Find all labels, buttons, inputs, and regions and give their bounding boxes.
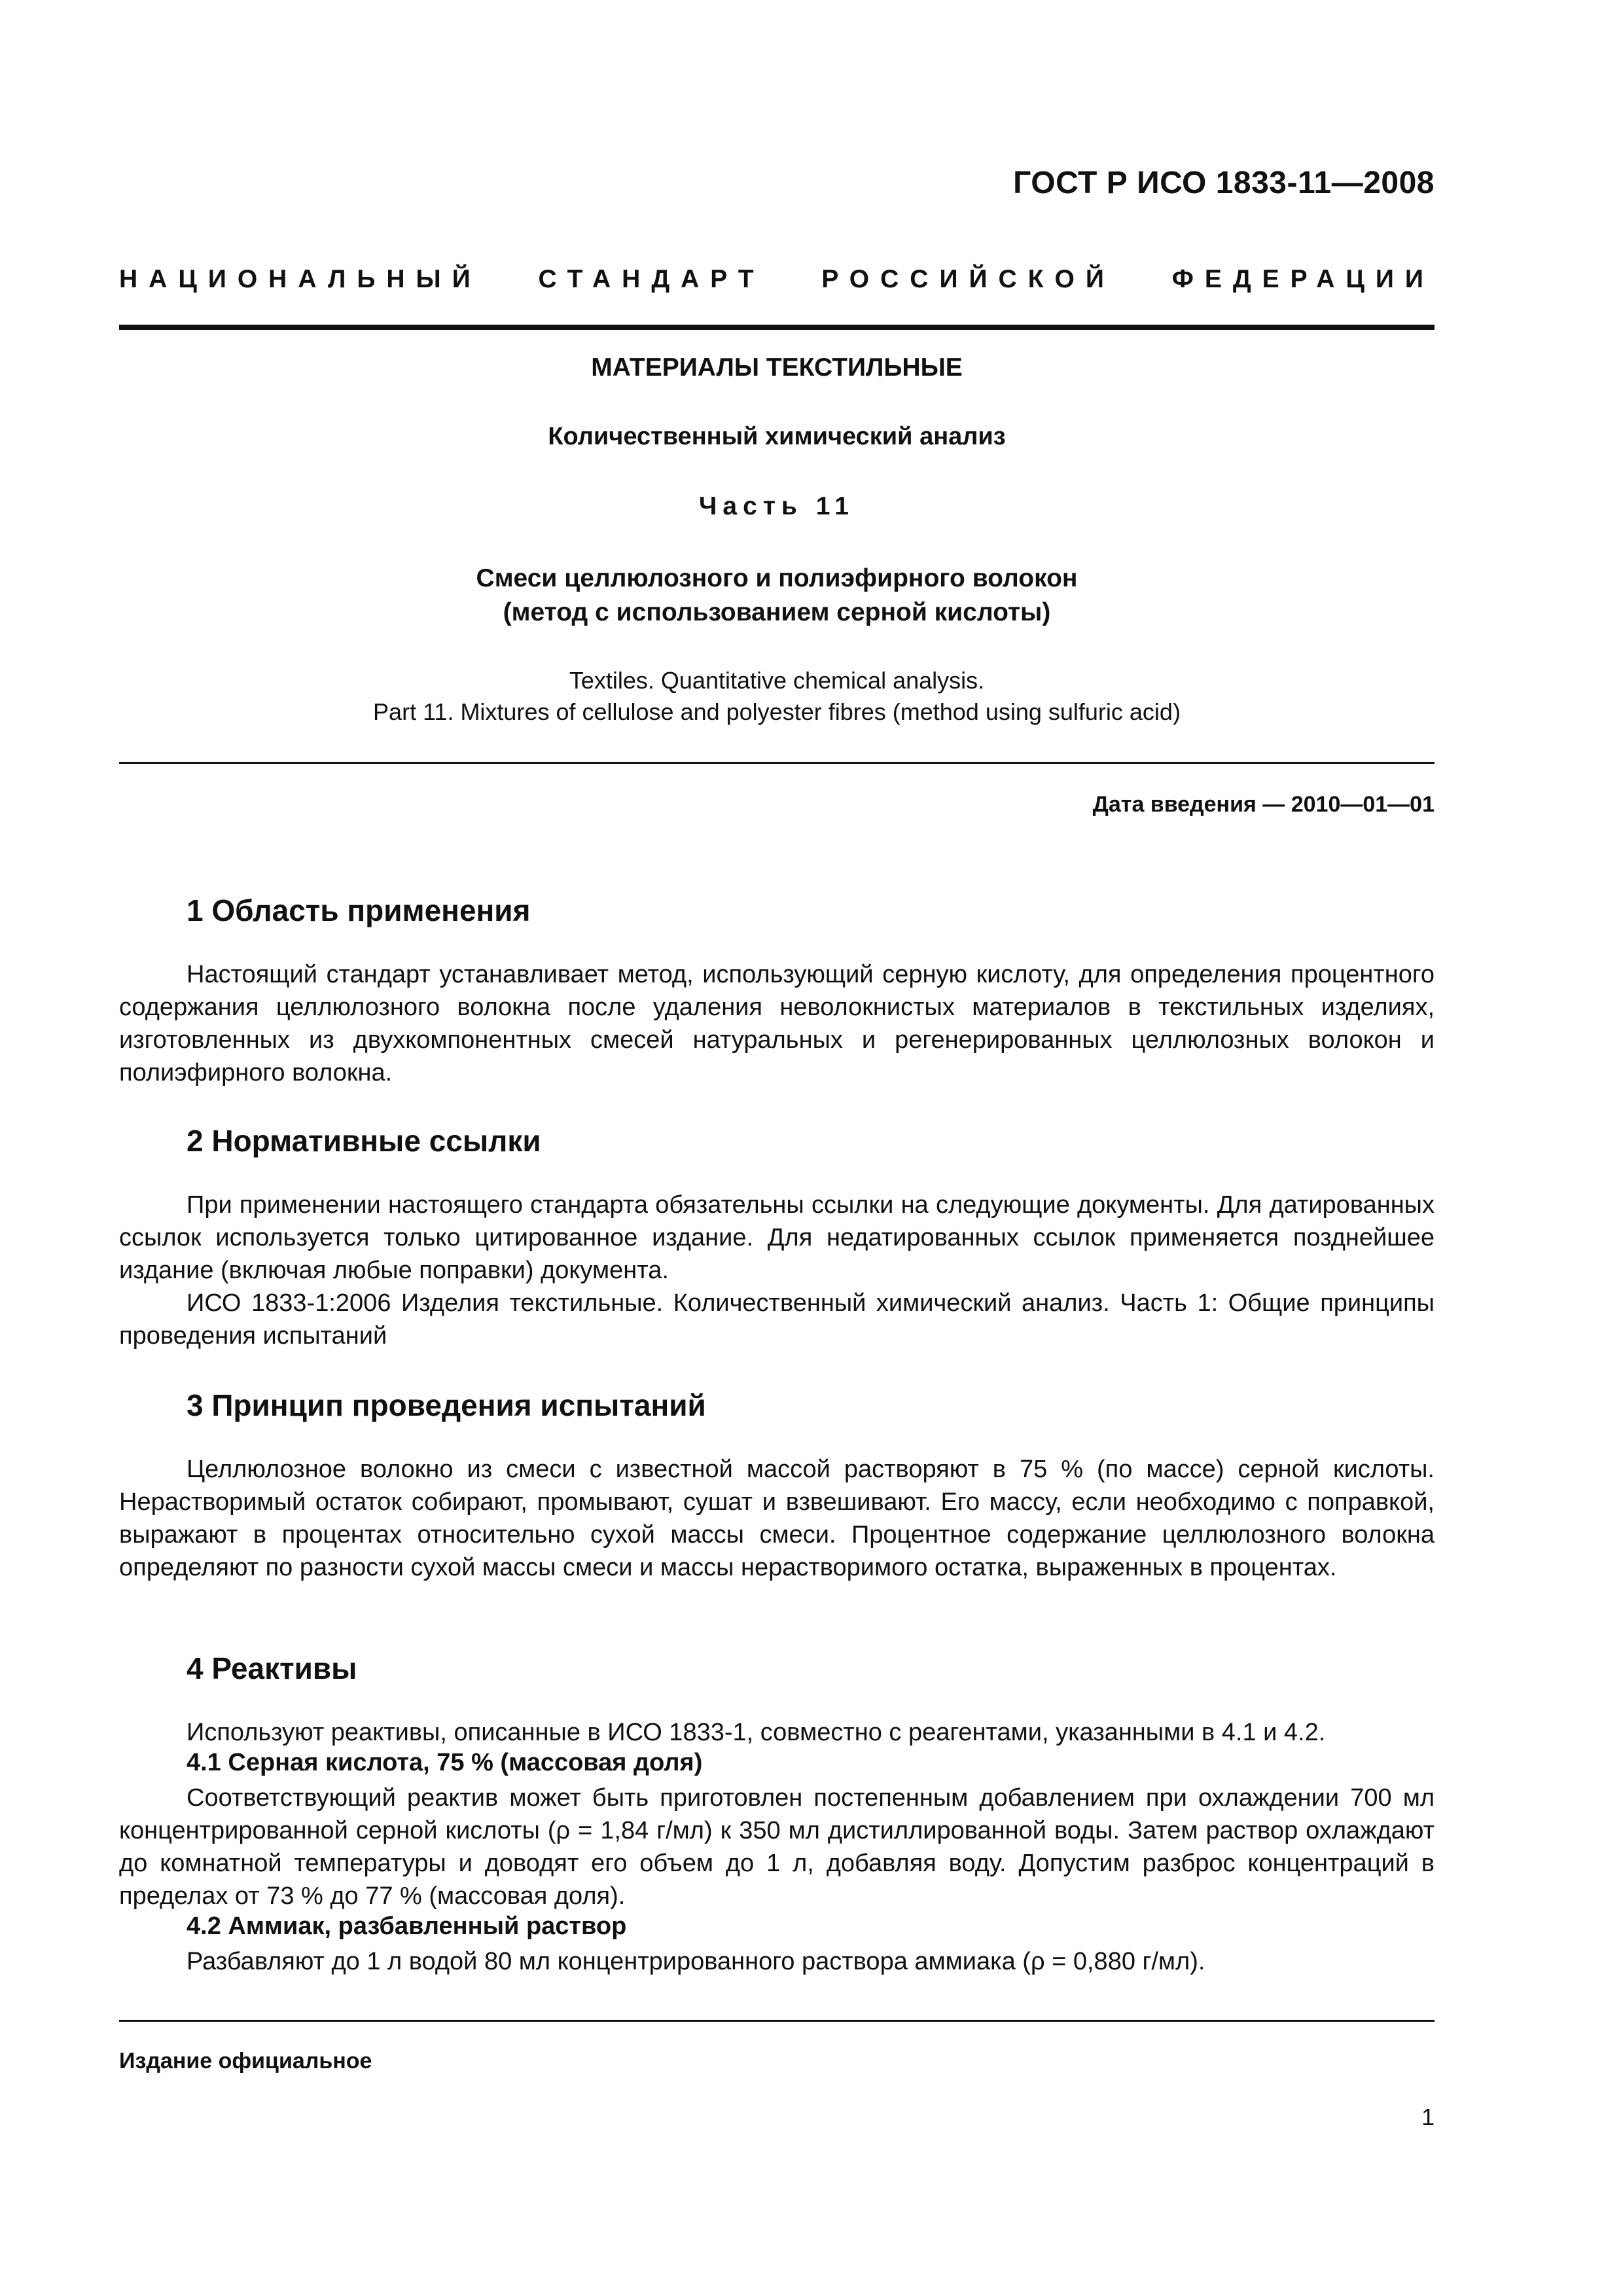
- title-part: Часть 11: [699, 492, 855, 520]
- section-1-heading: 1 Область применения: [187, 893, 531, 927]
- footer-divider: [119, 2020, 1435, 2022]
- banner-word-3: РОССИЙСКОЙ: [821, 265, 1115, 293]
- title-english: [119, 665, 1435, 728]
- date-of-introduction: Дата введения — 2010—01—01: [1092, 792, 1435, 817]
- section-2-heading: 2 Нормативные ссылки: [187, 1124, 541, 1158]
- title-english-line-2: Part 11. Mixtures of cellulose and polyester fibres (method using sulfuric acid): [373, 698, 1181, 725]
- title-english-line-1: Textiles. Quantitative chemical analysis.: [569, 667, 985, 694]
- title-mixtures-line-1: Смеси целлюлозного и полиэфирного волокон: [476, 564, 1078, 592]
- section-2-paragraph-1: При применении настоящего стандарта обязательны ссылки на следующие документы. Для датированных ссылок используется только цитированное издание. Для недатированных ссылок применяется позднейшее издание (включая любые поправки) документа.: [119, 1191, 1435, 1284]
- section-4-1-paragraph: Соответствующий реактив может быть приготовлен постепенным добавлением при охлаждении 700 мл концентрированной серной кислоты (ρ = 1,84 г/мл) к 350 мл дистиллированной воды. Затем раствор охлаждают до комнатной температуры и доводят его объем до 1 л, добавляя воду. Допустим разброс концентраций в пределах от 73 % до 77 % (массовая доля).: [119, 1784, 1435, 1910]
- title-subtitle: Количественный химический анализ: [548, 423, 1006, 450]
- national-standard-banner: [119, 265, 1435, 294]
- title-divider: [119, 762, 1435, 764]
- header-divider: [119, 325, 1435, 330]
- section-1-paragraph: Настоящий стандарт устанавливает метод, использующий серную кислоту, для определения процентного содержания целлюлозного волокна после удаления неволокнистых материалов в текстильных изделиях, изготовленных из двухкомпонентных смесей натуральных и регенерированных целлюлозных волокон и полиэфирного волокна.: [119, 961, 1435, 1086]
- title-main: МАТЕРИАЛЫ ТЕКСТИЛЬНЫЕ: [591, 353, 963, 382]
- banner-word-2: СТАНДАРТ: [538, 265, 765, 293]
- page-number: 1: [1421, 2104, 1435, 2130]
- section-3-paragraph: Целлюлозное волокно из смеси с известной массой растворяют в 75 % (по массе) серной кислоты. Нерастворимый остаток собирают, промывают, сушат и взвешивают. Его массу, если необходимо с поправкой, выражают в процентах относительно сухой массы смеси. Процентное содержание целлюлозного волокна определяют по разности сухой массы смеси и массы нерастворимого остатка, выраженных в процентах.: [119, 1456, 1435, 1581]
- title-mixtures: [119, 562, 1435, 630]
- document-code: ГОСТ Р ИСО 1833-11—2008: [1013, 166, 1435, 200]
- banner-word-1: НАЦИОНАЛЬНЫЙ: [119, 265, 482, 293]
- section-4-2-paragraph: Разбавляют до 1 л водой 80 мл концентрированного раствора аммиака (ρ = 0,880 г/мл).: [187, 1948, 1205, 1975]
- section-2-paragraph-2: ИСО 1833-1:2006 Изделия текстильные. Количественный химический анализ. Часть 1: Общие принципы проведения испытаний: [119, 1289, 1435, 1350]
- section-4-2-heading: 4.2 Аммиак, разбавленный раствор: [187, 1912, 627, 1940]
- official-edition-label: Издание официальное: [119, 2049, 372, 2073]
- section-4-1-heading: 4.1 Серная кислота, 75 % (массовая доля): [187, 1749, 703, 1776]
- section-4-paragraph: Используют реактивы, описанные в ИСО 1833-1, совместно с реагентами, указанными в 4.1 и 4.2.: [187, 1719, 1326, 1746]
- title-mixtures-line-2: (метод с использованием серной кислоты): [503, 598, 1051, 626]
- section-3-heading: 3 Принцип проведения испытаний: [187, 1388, 706, 1422]
- banner-word-4: ФЕДЕРАЦИИ: [1171, 265, 1435, 293]
- section-4-heading: 4 Реактивы: [187, 1651, 357, 1685]
